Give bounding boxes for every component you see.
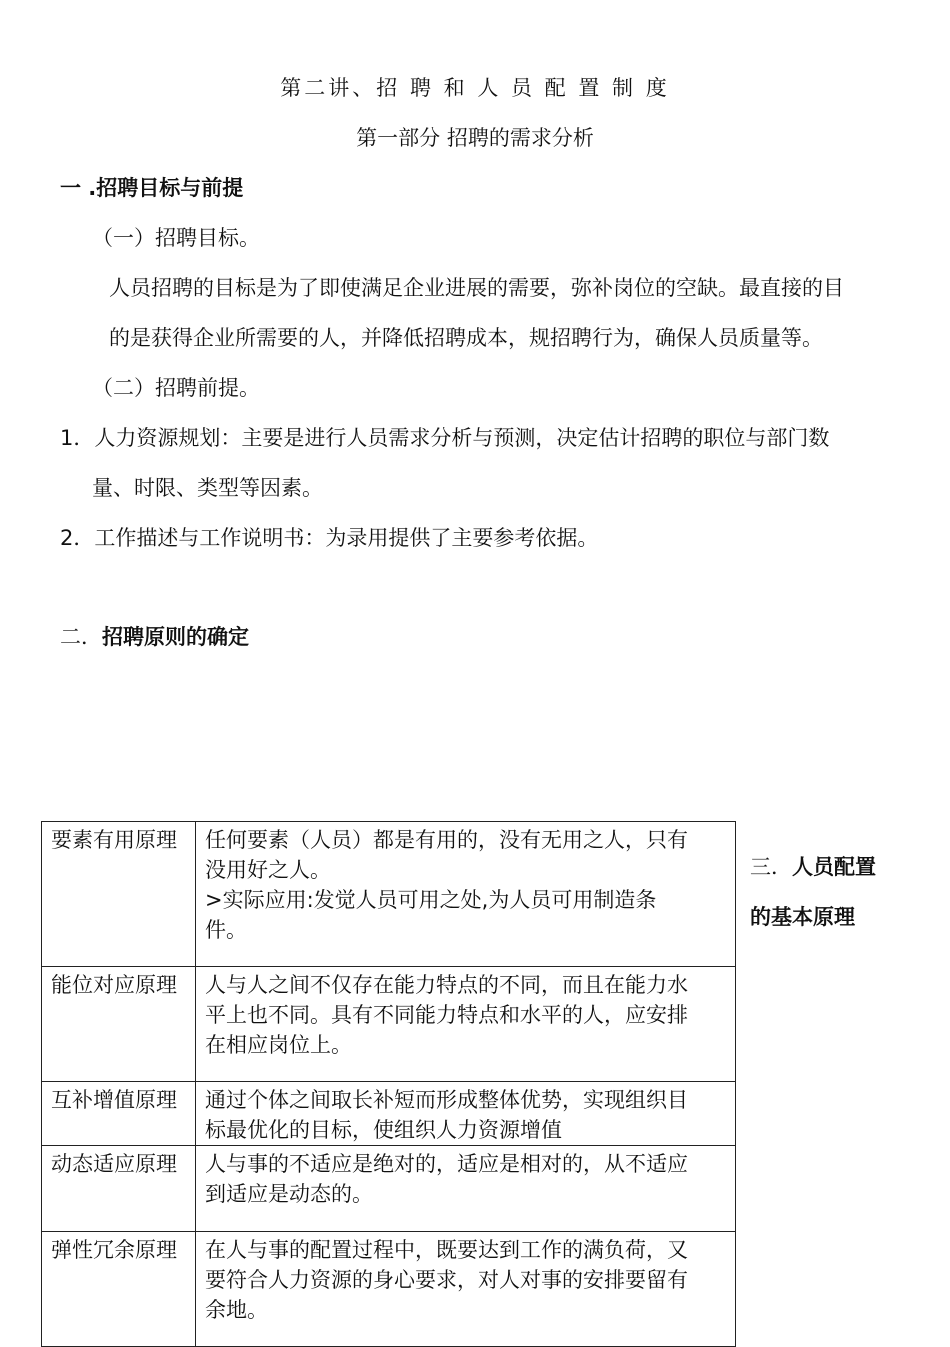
section3-heading-text: 人员配置 (792, 855, 876, 879)
description-line: 余地。 (205, 1298, 268, 1322)
section3-heading-line2: 的基本原理 (750, 905, 855, 929)
description-line: 通过个体之间取长补短而形成整体优势，实现组织目 (205, 1088, 688, 1112)
description-line: 在相应岗位上。 (205, 1033, 352, 1057)
principle-description (196, 1082, 736, 1146)
description-line: 到适应是动态的。 (205, 1182, 373, 1206)
description-line: 平上也不同。具有不同能力特点和水平的人，应安排 (205, 1003, 688, 1027)
section1-heading: 一 .招聘目标与前提 (60, 176, 244, 200)
section2-heading (60, 622, 249, 652)
table-row (42, 822, 736, 967)
description-line: 要符合人力资源的身心要求，对人对事的安排要留有 (205, 1268, 688, 1292)
principle-description (196, 967, 736, 1082)
paragraph-line: 的是获得企业所需要的人，并降低招聘成本，规招聘行为，确保人员质量等。 (109, 326, 823, 350)
section3-heading-prefix: 三． (750, 855, 792, 879)
principle-name: 弹性冗余原理 (42, 1232, 196, 1347)
lecture-title: 第二讲、招 聘 和 人 员 配 置 制 度 (280, 76, 670, 100)
principle-name: 互补增值原理 (42, 1082, 196, 1146)
section2-heading-prefix: 二． (60, 625, 102, 649)
description-line: 件。 (205, 918, 247, 942)
part-title: 第一部分 招聘的需求分析 (356, 126, 594, 150)
section3-heading (750, 842, 910, 942)
description-line: 人与事的不适应是绝对的，适应是相对的，从不适应 (205, 1152, 688, 1176)
principle-description (196, 1232, 736, 1347)
description-line: 标最优化的目标，使组织人力资源增值 (205, 1118, 562, 1142)
table-row (42, 1232, 736, 1347)
paragraph-line: 人员招聘的目标是为了即使满足企业进展的需要，弥补岗位的空缺。最直接的目 (109, 276, 844, 300)
list-item-hr-planning: 1．人力资源规划：主要是进行人员需求分析与预测，决定估计招聘的职位与部门数 (60, 426, 830, 450)
principle-description (196, 822, 736, 967)
subheading-recruitment-premise: （二）招聘前提。 (92, 376, 260, 400)
section2-heading-text: 招聘原则的确定 (102, 625, 249, 649)
description-line: >实际应用:发觉人员可用之处,为人员可用制造条 (205, 888, 657, 912)
description-line: 任何要素（人员）都是有用的，没有无用之人，只有 (205, 828, 688, 852)
principles-table (41, 821, 736, 1347)
description-line: 人与人之间不仅存在能力特点的不同，而且在能力水 (205, 973, 688, 997)
list-item-job-description: 2．工作描述与工作说明书：为录用提供了主要参考依据。 (60, 526, 599, 550)
table-row (42, 1146, 736, 1232)
description-line: 没用好之人。 (205, 858, 331, 882)
table-row (42, 967, 736, 1082)
principle-name: 动态适应原理 (42, 1146, 196, 1232)
section3-heading-line1 (750, 842, 910, 892)
principle-name: 要素有用原理 (42, 822, 196, 967)
table-row (42, 1082, 736, 1146)
subheading-recruitment-goal: （一）招聘目标。 (92, 226, 260, 250)
principle-description (196, 1146, 736, 1232)
principle-name: 能位对应原理 (42, 967, 196, 1082)
description-line: 在人与事的配置过程中，既要达到工作的满负荷，又 (205, 1238, 688, 1262)
list-item-continuation: 量、时限、类型等因素。 (92, 476, 323, 500)
